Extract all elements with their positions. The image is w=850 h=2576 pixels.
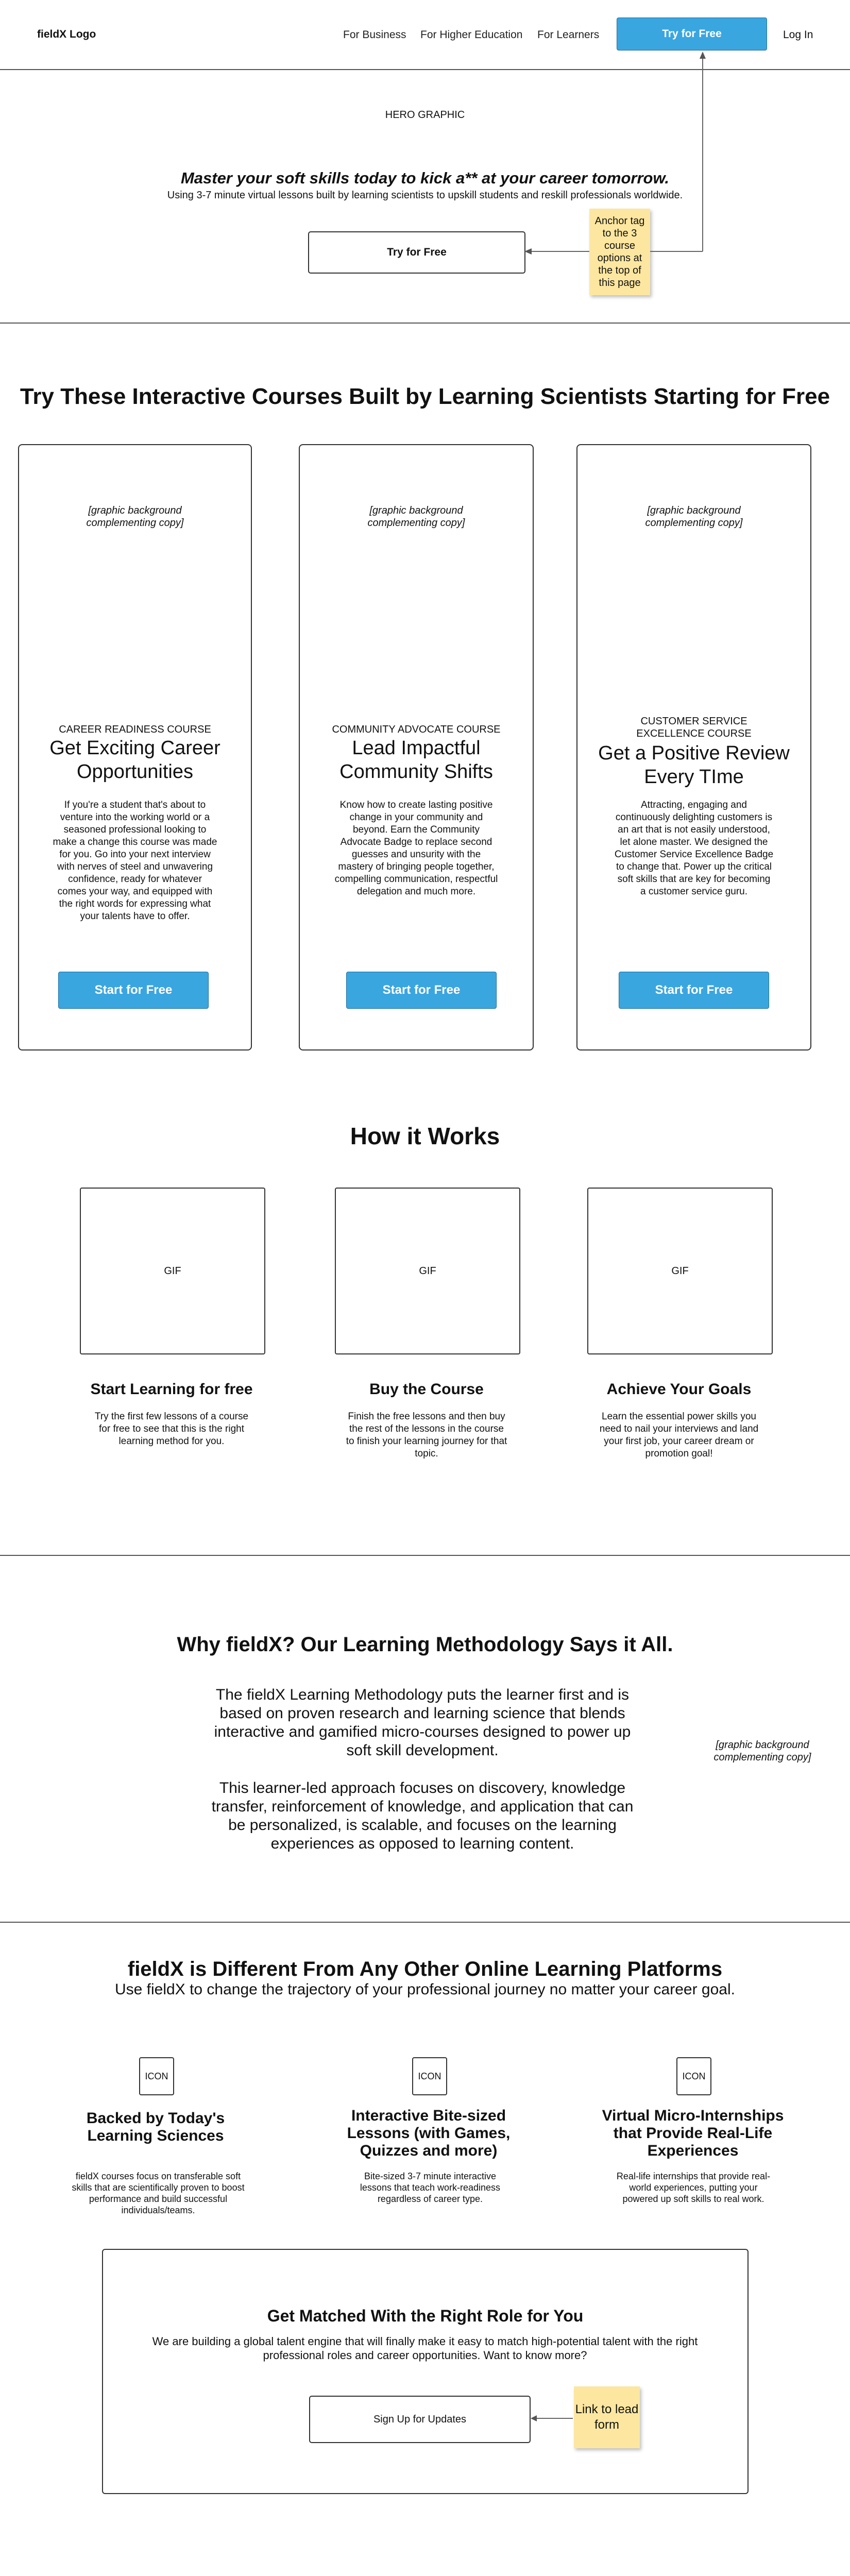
course-body: If you're a student that's about to venture into the working world or a seasoned professional looking to make a change this course was made for you. Go into your next interview with nerves of steel and unwavering confidence, ready for whatever comes your way, and equipped with the right words for expressing what your talents have to offer. xyxy=(53,800,217,922)
course-card-career-readiness xyxy=(18,444,252,1050)
course-title: Get a Positive Review Every TIme xyxy=(598,742,790,788)
course-card-graphic: [graphic background complementing copy] xyxy=(86,505,184,529)
nav-for-business[interactable]: For Business xyxy=(343,29,406,41)
gif-label: GIF xyxy=(671,1265,689,1277)
feature-title: Interactive Bite-sized Lessons (with Games, Quizzes and more) xyxy=(347,2107,511,2159)
course-start-free-button[interactable]: Start for Free xyxy=(346,972,497,1009)
course-title: Lead Impactful Community Shifts xyxy=(339,737,493,783)
sign-up-updates-button[interactable]: Sign Up for Updates xyxy=(309,2396,531,2443)
different-title: fieldX is Different From Any Other Online Learning Platforms xyxy=(127,1958,723,1980)
nav-for-learners[interactable]: For Learners xyxy=(537,29,600,41)
logo[interactable]: fieldX Logo xyxy=(37,28,96,40)
course-kicker: CAREER READINESS COURSE xyxy=(59,724,211,735)
course-start-free-button[interactable]: Start for Free xyxy=(58,972,209,1009)
why-graphic: [graphic background complementing copy] xyxy=(713,1739,811,1763)
course-start-free-button[interactable]: Start for Free xyxy=(619,972,769,1009)
course-card-community-advocate xyxy=(299,444,534,1050)
hero-try-free-button[interactable]: Try for Free xyxy=(308,231,525,274)
feature-icon: ICON xyxy=(676,2057,711,2095)
nav-higher-education[interactable]: For Higher Education xyxy=(420,29,523,41)
feature-body: Bite-sized 3-7 minute interactive lessons that teach work-readiness regardless of career type. xyxy=(360,2171,501,2204)
lead-form-annotation-note: Link to lead form xyxy=(574,2386,640,2448)
hero-annotation-note: Anchor tag to the 3 course options at the top of this page xyxy=(589,209,650,295)
course-card-customer-service xyxy=(576,444,811,1050)
how-step-gif xyxy=(80,1188,265,1354)
how-step-gif xyxy=(587,1188,773,1354)
how-step-body: Try the first few lessons of a course for free to see that this is the right learning method for you. xyxy=(94,1411,249,1447)
why-paragraph-1: The fieldX Learning Methodology puts the learner first and is based on proven research and learning science that blends interactive and gamified micro-courses designed to power up soft skill development. xyxy=(214,1686,631,1759)
why-title: Why fieldX? Our Learning Methodology Says it All. xyxy=(177,1633,673,1656)
course-title: Get Exciting Career Opportunities xyxy=(49,737,220,783)
gif-label: GIF xyxy=(419,1265,436,1277)
feature-title: Backed by Today's Learning Sciences xyxy=(86,2110,225,2144)
hero-graphic: HERO GRAPHIC xyxy=(385,109,465,121)
course-kicker: CUSTOMER SERVICE EXCELLENCE COURSE xyxy=(636,716,752,739)
hero-subhead: Using 3-7 minute virtual lessons built by learning scientists to upskill students and reskill professionals worldwide. xyxy=(167,190,683,201)
feature-icon: ICON xyxy=(139,2057,174,2095)
course-card-graphic: [graphic background complementing copy] xyxy=(645,505,743,529)
how-title: How it Works xyxy=(350,1123,500,1149)
how-step-body: Finish the free lessons and then buy the rest of the lessons in the course to finish your learning journey for that topic. xyxy=(346,1411,507,1459)
feature-title: Virtual Micro-Internships that Provide Real-Life Experiences xyxy=(602,2107,784,2159)
hero-headline: Master your soft skills today to kick a** at your career tomorrow. xyxy=(180,169,670,187)
divider xyxy=(0,323,850,324)
annotation-arrows xyxy=(0,0,850,289)
get-matched-title: Get Matched With the Right Role for You xyxy=(267,2307,584,2325)
gif-label: GIF xyxy=(164,1265,181,1277)
course-card-graphic: [graphic background complementing copy] xyxy=(367,505,465,529)
annotation-arrow xyxy=(531,2411,577,2427)
feature-icon: ICON xyxy=(412,2057,447,2095)
different-subtitle: Use fieldX to change the trajectory of your professional journey no matter your career goal. xyxy=(115,1981,735,1998)
divider xyxy=(0,1555,850,1556)
login-link[interactable]: Log In xyxy=(783,29,813,41)
get-matched-body: We are building a global talent engine that will finally make it easy to match high-potential talent with the right professional roles and career opportunities. Want to know more? xyxy=(152,2335,698,2362)
get-matched-panel xyxy=(102,2249,749,2494)
courses-title: Try These Interactive Courses Built by Learning Scientists Starting for Free xyxy=(20,384,830,409)
how-step-body: Learn the essential power skills you need to nail your interviews and land your first job, your career dream or promotion goal! xyxy=(599,1411,759,1459)
course-body: Know how to create lasting positive change in your community and beyond. Earn the Community Advocate Badge to replace second guesses and unsurity with the mastery of bringing people together, compelling communication, respectful delegation and much more. xyxy=(334,800,498,897)
why-paragraph-2: This learner-led approach focuses on discovery, knowledge transfer, reinforcement of knowledge, and application that can be personalized, is scalable, and focuses on the learning experiences as opposed to learning content. xyxy=(211,1780,634,1852)
feature-body: Real-life internships that provide real-world experiences, putting your powered up soft skills to real work. xyxy=(616,2171,771,2204)
how-step-title: Achieve Your Goals xyxy=(606,1381,752,1398)
how-step-title: Buy the Course xyxy=(369,1381,484,1398)
divider xyxy=(0,1922,850,1923)
how-step-title: Start Learning for free xyxy=(90,1381,253,1398)
course-body: Attracting, engaging and continuously delighting customers is an art that is not easily understood, let alone master. We designed the Customer Service Excellence Badge to change that. Power up the critical soft skills that are key for becoming a customer service guru. xyxy=(614,800,774,897)
feature-body: fieldX courses focus on transferable soft skills that are scientifically proven to boost performance and build successful individuals/teams. xyxy=(72,2171,245,2215)
header-try-free-button[interactable]: Try for Free xyxy=(617,18,767,50)
how-step-gif xyxy=(335,1188,520,1354)
course-kicker: COMMUNITY ADVOCATE COURSE xyxy=(332,724,501,735)
